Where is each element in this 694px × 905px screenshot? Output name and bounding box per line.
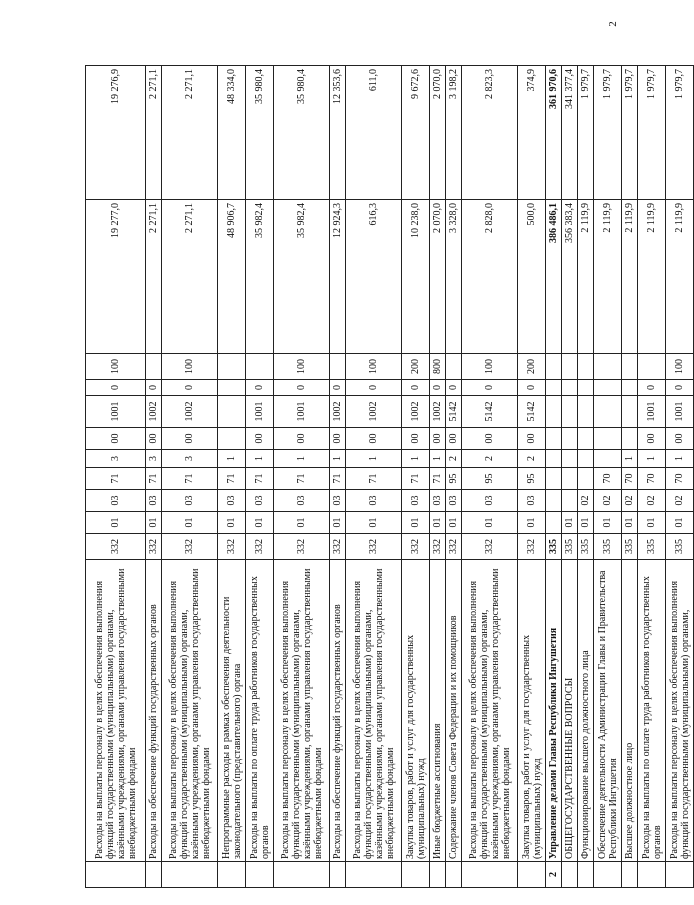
code-section-cell: 01 [594,512,622,534]
code-subprogram-cell: 2 [446,450,462,468]
code-direction-cell [562,396,578,428]
code-sub-direction-cell: 0 [330,380,346,396]
table-row [218,66,246,888]
rotated-table-container [85,66,691,888]
planned-amount-cell: 2 070,0 [430,200,446,354]
code-direction-cell: 1001 [638,396,666,428]
code-program-cell: 70 [622,468,638,490]
code-subprogram-cell: 3 [162,450,218,468]
code-direction-cell: 1002 [330,396,346,428]
table-row [638,66,666,888]
row-name-cell: Расходы на выплаты персоналу в целях обеспечения выполнения функций государственными (муниципальными) органами, казёнными учреждениями, органами управления государственными внебюджетными фондами [462,560,518,862]
code-subsection-cell: 03 [346,490,402,512]
code-section-cell: 01 [430,512,446,534]
row-name-cell: Расходы на выплаты персоналу в целях обеспечения выполнения функций государственными (муниципальными) органами, казёнными учреждениями, органами управления государственными внебюджетными фондами [86,560,146,862]
planned-amount-cell: 12 924,3 [330,200,346,354]
code-expense-type-cell: 100 [274,354,330,380]
code-subsection-cell [546,490,562,512]
page-number: 2 [606,21,619,27]
table-row [246,66,274,888]
code-section-cell: 01 [218,512,246,534]
table-row [330,66,346,888]
code-sub-direction-cell [562,380,578,396]
code-expense-type-cell [446,354,462,380]
code-expense-type-cell [594,354,622,380]
code-direction-cell: 5142 [518,396,546,428]
table-row [430,66,446,888]
code-item-cell: 00 [162,428,218,450]
code-program-cell: 71 [146,468,162,490]
code-item-cell: 00 [274,428,330,450]
code-section-cell: 01 [638,512,666,534]
code-expense-type-cell: 100 [346,354,402,380]
row-number-cell [622,862,638,888]
code-subsection-cell: 02 [666,490,694,512]
code-item-cell: 00 [666,428,694,450]
table-body [86,66,694,888]
code-item-cell: 00 [346,428,402,450]
code-sub-direction-cell: 0 [638,380,666,396]
row-name-cell: Расходы на выплаты персоналу в целях обеспечения выполнения функций государственными (муниципальными) органами, казёнными учреждениями, органами управления государственными внебюджетными фондами [274,560,330,862]
code-ministry-cell: 332 [330,534,346,560]
executed-amount-cell: 374,9 [518,66,546,200]
code-section-cell: 01 [274,512,330,534]
code-subsection-cell: 03 [162,490,218,512]
code-item-cell: 00 [146,428,162,450]
code-subsection-cell: 03 [246,490,274,512]
code-ministry-cell: 332 [146,534,162,560]
code-program-cell [578,468,594,490]
planned-amount-cell: 35 982,4 [274,200,330,354]
code-section-cell: 01 [462,512,518,534]
code-sub-direction-cell: 0 [346,380,402,396]
row-number-cell [246,862,274,888]
planned-amount-cell: 3 328,0 [446,200,462,354]
code-ministry-cell: 335 [622,534,638,560]
code-ministry-cell: 332 [430,534,446,560]
code-section-cell: 01 [86,512,146,534]
code-sub-direction-cell: 0 [446,380,462,396]
row-name-cell: Обеспечение деятельности Администрации Главы и Правительства Республики Ингушетия [594,560,622,862]
code-sub-direction-cell: 0 [246,380,274,396]
row-name-cell: Непрограммные расходы в рамках обеспечения деятельности законодательного (представительного) органа [218,560,246,862]
code-subprogram-cell: 1 [430,450,446,468]
row-number-cell [638,862,666,888]
code-section-cell: 01 [246,512,274,534]
row-name-cell: Расходы на выплаты по оплате труда работников государственных органов [638,560,666,862]
row-number-cell: 2 [546,862,562,888]
executed-amount-cell: 9 672,6 [402,66,430,200]
row-name-cell: Управление делами Главы Республики Ингушетия [546,560,562,862]
table-row [518,66,546,888]
code-direction-cell: 1002 [162,396,218,428]
code-subprogram-cell: 1 [218,450,246,468]
table-row [578,66,594,888]
executed-amount-cell: 1 979,7 [578,66,594,200]
code-subsection-cell: 03 [446,490,462,512]
row-number-cell [446,862,462,888]
code-section-cell: 01 [402,512,430,534]
code-subsection-cell: 02 [594,490,622,512]
row-name-cell: Расходы на обеспечение функций государственных органов [330,560,346,862]
code-direction-cell: 1001 [246,396,274,428]
planned-amount-cell: 356 383,4 [562,200,578,354]
code-item-cell [578,428,594,450]
row-number-cell [274,862,330,888]
row-number-cell [218,862,246,888]
code-program-cell: 71 [402,468,430,490]
code-program-cell: 70 [666,468,694,490]
executed-amount-cell: 1 979,7 [638,66,666,200]
code-program-cell: 71 [274,468,330,490]
planned-amount-cell: 48 906,7 [218,200,246,354]
code-section-cell: 01 [162,512,218,534]
row-name-cell: Иные бюджетные ассигнования [430,560,446,862]
code-subprogram-cell: 1 [402,450,430,468]
executed-amount-cell: 2 271,1 [146,66,162,200]
code-section-cell: 01 [446,512,462,534]
code-expense-type-cell [146,354,162,380]
executed-amount-cell: 19 276,9 [86,66,146,200]
code-expense-type-cell [578,354,594,380]
row-name-cell: Расходы на выплаты по оплате труда работников государственных органов [246,560,274,862]
code-item-cell: 00 [638,428,666,450]
code-section-cell: 01 [562,512,578,534]
code-direction-cell: 1002 [346,396,402,428]
code-subsection-cell: 02 [638,490,666,512]
row-name-cell: Закупка товаров, работ и услуг для государственных (муниципальных) нужд [518,560,546,862]
table-row [274,66,330,888]
table-row [594,66,622,888]
code-program-cell: 71 [218,468,246,490]
code-section-cell: 01 [666,512,694,534]
code-item-cell: 00 [86,428,146,450]
planned-amount-cell: 2 828,0 [462,200,518,354]
code-subprogram-cell: 1 [346,450,402,468]
code-sub-direction-cell [218,380,246,396]
row-number-cell [402,862,430,888]
code-program-cell: 95 [518,468,546,490]
executed-amount-cell: 2 823,3 [462,66,518,200]
table-row [86,66,146,888]
row-number-cell [330,862,346,888]
code-direction-cell: 1001 [274,396,330,428]
row-name-cell: Расходы на обеспечение функций государственных органов [146,560,162,862]
executed-amount-cell: 12 353,6 [330,66,346,200]
row-number-cell [578,862,594,888]
row-name-cell: Высшее должностное лицо [622,560,638,862]
row-name-cell: Содержание членов Совета Федерации и их помощников [446,560,462,862]
code-direction-cell: 1001 [666,396,694,428]
code-sub-direction-cell: 0 [430,380,446,396]
code-section-cell: 01 [346,512,402,534]
code-subsection-cell: 03 [430,490,446,512]
code-subprogram-cell [562,450,578,468]
code-program-cell [546,468,562,490]
code-program-cell: 71 [346,468,402,490]
row-name-cell: Расходы на выплаты персоналу в целях обеспечения выполнения функций государственными (муниципальными) органами, казёнными учреждениями, органами управления государственными внебюджетными фондами [346,560,402,862]
table-row [462,66,518,888]
table-row [546,66,562,888]
table-row [622,66,638,888]
code-subsection-cell: 03 [402,490,430,512]
code-program-cell: 70 [594,468,622,490]
code-sub-direction-cell: 0 [274,380,330,396]
code-subprogram-cell [578,450,594,468]
row-number-cell [346,862,402,888]
executed-amount-cell: 611,0 [346,66,402,200]
code-program-cell: 95 [446,468,462,490]
executed-amount-cell: 35 980,4 [246,66,274,200]
code-subprogram-cell: 3 [146,450,162,468]
code-direction-cell [218,396,246,428]
row-number-cell [562,862,578,888]
table-row [162,66,218,888]
planned-amount-cell: 2 271,1 [146,200,162,354]
code-expense-type-cell [546,354,562,380]
row-name-cell: Расходы на выплаты персоналу в целях обеспечения выполнения функций государственными (муниципальными) органами, [666,560,694,862]
planned-amount-cell: 2 119,9 [594,200,622,354]
code-expense-type-cell [246,354,274,380]
table-row [666,66,694,888]
code-section-cell: 01 [518,512,546,534]
budget-table [85,65,694,888]
code-subprogram-cell: 2 [518,450,546,468]
code-subsection-cell: 03 [146,490,162,512]
code-direction-cell: 1002 [402,396,430,428]
code-sub-direction-cell: 0 [402,380,430,396]
code-item-cell: 00 [430,428,446,450]
code-program-cell: 95 [462,468,518,490]
row-name-cell: Функционирование высшего должностного лица [578,560,594,862]
code-expense-type-cell: 200 [518,354,546,380]
code-expense-type-cell: 100 [666,354,694,380]
code-subprogram-cell: 1 [330,450,346,468]
code-direction-cell: 5142 [462,396,518,428]
executed-amount-cell: 1 979,7 [594,66,622,200]
executed-amount-cell: 1 979,7 [622,66,638,200]
code-item-cell: 00 [330,428,346,450]
code-ministry-cell: 335 [546,534,562,560]
planned-amount-cell: 19 277,0 [86,200,146,354]
code-subsection-cell: 03 [274,490,330,512]
code-direction-cell: 1002 [146,396,162,428]
code-subprogram-cell: 1 [638,450,666,468]
code-item-cell [622,428,638,450]
planned-amount-cell: 616,3 [346,200,402,354]
code-program-cell [562,468,578,490]
code-sub-direction-cell: 0 [462,380,518,396]
planned-amount-cell: 35 982,4 [246,200,274,354]
code-ministry-cell: 332 [518,534,546,560]
code-program-cell: 71 [246,468,274,490]
code-item-cell [594,428,622,450]
code-subprogram-cell [594,450,622,468]
code-subsection-cell: 02 [578,490,594,512]
code-direction-cell [578,396,594,428]
code-subprogram-cell: 2 [462,450,518,468]
code-sub-direction-cell [594,380,622,396]
row-number-cell [594,862,622,888]
planned-amount-cell: 2 119,9 [666,200,694,354]
code-expense-type-cell: 100 [162,354,218,380]
code-section-cell [546,512,562,534]
code-ministry-cell: 335 [578,534,594,560]
code-program-cell: 71 [330,468,346,490]
executed-amount-cell: 361 970,6 [546,66,562,200]
row-number-cell [162,862,218,888]
code-subprogram-cell: 1 [622,450,638,468]
code-subsection-cell: 03 [462,490,518,512]
code-expense-type-cell [622,354,638,380]
planned-amount-cell: 10 238,0 [402,200,430,354]
executed-amount-cell: 341 377,4 [562,66,578,200]
code-section-cell: 01 [578,512,594,534]
code-subsection-cell: 03 [518,490,546,512]
code-program-cell: 71 [162,468,218,490]
code-expense-type-cell: 100 [462,354,518,380]
code-direction-cell: 5142 [446,396,462,428]
code-item-cell: 00 [462,428,518,450]
code-sub-direction-cell: 0 [666,380,694,396]
code-ministry-cell: 335 [638,534,666,560]
code-item-cell [562,428,578,450]
table-row [562,66,578,888]
table-row [346,66,402,888]
code-section-cell: 01 [622,512,638,534]
code-item-cell [218,428,246,450]
code-direction-cell [594,396,622,428]
code-ministry-cell: 335 [594,534,622,560]
table-row [402,66,430,888]
planned-amount-cell: 2 119,9 [622,200,638,354]
planned-amount-cell: 500,0 [518,200,546,354]
code-item-cell [546,428,562,450]
row-number-cell [462,862,518,888]
code-sub-direction-cell: 0 [518,380,546,396]
code-item-cell: 00 [518,428,546,450]
row-number-cell [86,862,146,888]
row-number-cell [666,862,694,888]
code-ministry-cell: 332 [274,534,330,560]
code-item-cell: 00 [402,428,430,450]
code-item-cell: 00 [246,428,274,450]
planned-amount-cell: 2 119,9 [578,200,594,354]
executed-amount-cell: 35 980,4 [274,66,330,200]
code-sub-direction-cell: 0 [146,380,162,396]
code-ministry-cell: 332 [86,534,146,560]
code-expense-type-cell [330,354,346,380]
row-name-cell: ОБЩЕГОСУДАРСТВЕННЫЕ ВОПРОСЫ [562,560,578,862]
row-number-cell [146,862,162,888]
code-direction-cell [546,396,562,428]
code-item-cell: 00 [446,428,462,450]
code-sub-direction-cell: 0 [86,380,146,396]
code-ministry-cell: 335 [666,534,694,560]
code-program-cell: 70 [638,468,666,490]
executed-amount-cell: 48 334,0 [218,66,246,200]
code-expense-type-cell [638,354,666,380]
code-program-cell: 71 [86,468,146,490]
code-ministry-cell: 332 [402,534,430,560]
row-number-cell [430,862,446,888]
code-sub-direction-cell [622,380,638,396]
code-direction-cell: 1001 [86,396,146,428]
code-subprogram-cell: 3 [86,450,146,468]
row-name-cell: Расходы на выплаты персоналу в целях обеспечения выполнения функций государственными (муниципальными) органами, казёнными учреждениями, органами управления государственными внебюджетными фондами [162,560,218,862]
planned-amount-cell: 2 271,1 [162,200,218,354]
code-expense-type-cell [218,354,246,380]
code-expense-type-cell: 200 [402,354,430,380]
executed-amount-cell: 2 271,1 [162,66,218,200]
code-ministry-cell: 332 [246,534,274,560]
code-direction-cell: 1002 [430,396,446,428]
executed-amount-cell: 1 979,7 [666,66,694,200]
code-ministry-cell: 335 [562,534,578,560]
code-ministry-cell: 332 [462,534,518,560]
table-row [446,66,462,888]
planned-amount-cell: 386 486,1 [546,200,562,354]
row-name-cell: Закупка товаров, работ и услуг для государственных (муниципальных) нужд [402,560,430,862]
code-ministry-cell: 332 [446,534,462,560]
code-ministry-cell: 332 [218,534,246,560]
code-subsection-cell [562,490,578,512]
code-expense-type-cell: 100 [86,354,146,380]
code-subsection-cell: 02 [622,490,638,512]
code-section-cell: 01 [146,512,162,534]
code-subsection-cell: 03 [218,490,246,512]
planned-amount-cell: 2 119,9 [638,200,666,354]
code-sub-direction-cell: 0 [162,380,218,396]
code-subprogram-cell: 1 [246,450,274,468]
code-ministry-cell: 332 [346,534,402,560]
table-row [146,66,162,888]
executed-amount-cell: 3 198,2 [446,66,462,200]
code-section-cell: 01 [330,512,346,534]
executed-amount-cell: 2 070,0 [430,66,446,200]
code-sub-direction-cell [578,380,594,396]
code-expense-type-cell: 800 [430,354,446,380]
code-subsection-cell: 03 [330,490,346,512]
row-number-cell [518,862,546,888]
code-sub-direction-cell [546,380,562,396]
code-subprogram-cell: 1 [666,450,694,468]
code-ministry-cell: 332 [162,534,218,560]
code-program-cell: 71 [430,468,446,490]
code-subprogram-cell: 1 [274,450,330,468]
code-direction-cell [622,396,638,428]
code-expense-type-cell [562,354,578,380]
code-subprogram-cell [546,450,562,468]
code-subsection-cell: 03 [86,490,146,512]
